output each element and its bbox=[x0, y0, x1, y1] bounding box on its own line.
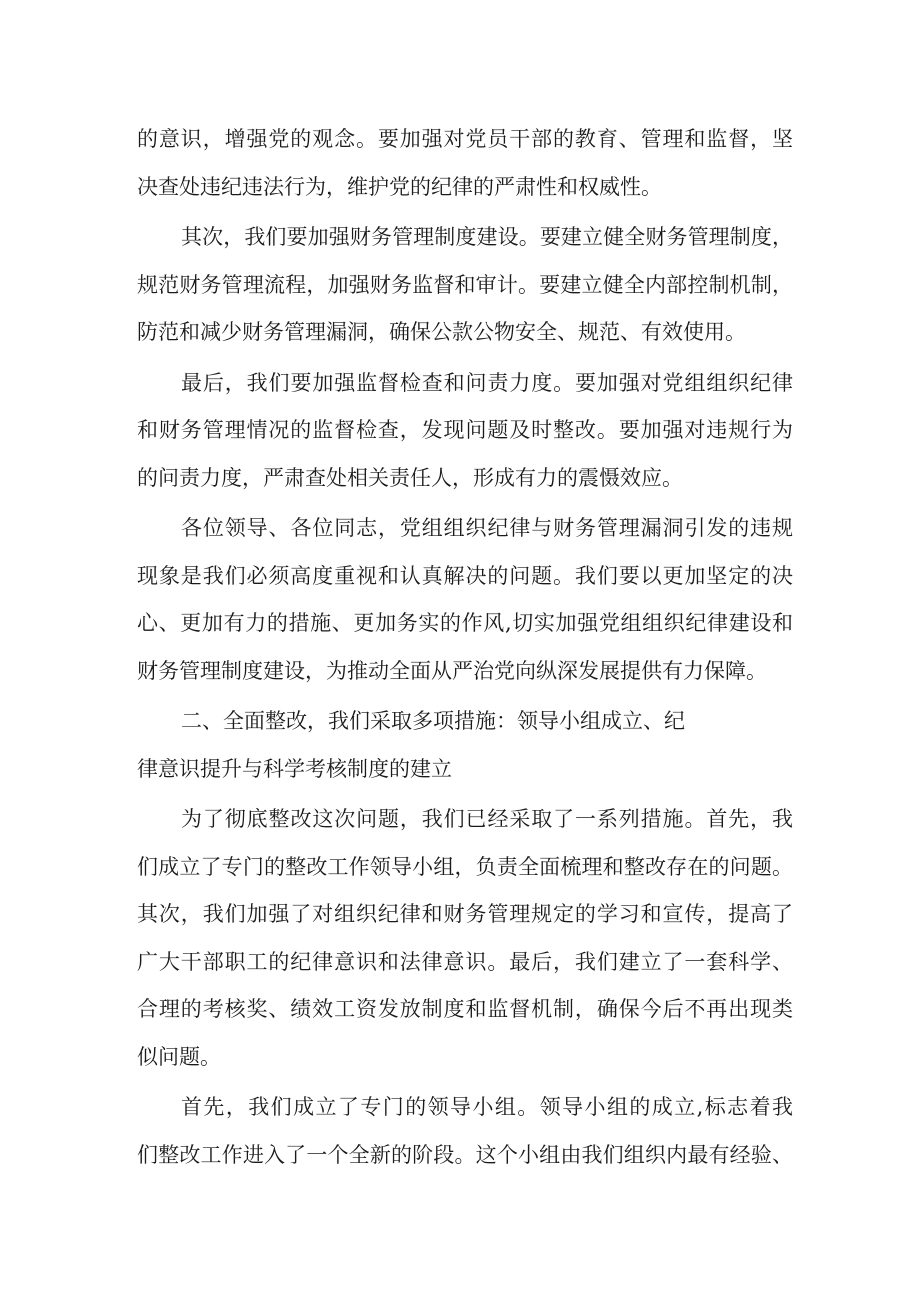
text-line: 防范和减少财务管理漏洞，确保公款公物安全、规范、有效使用。 bbox=[137, 320, 746, 344]
text-line: 广大干部职工的纪律意识和法律意识。最后，我们建立了一套科学、 bbox=[137, 949, 793, 974]
text-line: 为了彻底整改这次问题，我们已经采取了一系列措施。首先，我 bbox=[181, 807, 793, 831]
paragraph bbox=[137, 360, 793, 503]
text-line: 财务管理制度建设，为推动全面从严治党向纵深发展提供有力保障。 bbox=[137, 658, 767, 683]
text-line: 其次，我们要加强财务管理制度建设。要建立健全财务管理制度， bbox=[181, 225, 793, 249]
text-line: 二、全面整改，我们采取多项措施：领导小组成立、纪 bbox=[181, 709, 685, 733]
paragraph bbox=[137, 214, 793, 357]
text-line: 们成立了专门的整改工作领导小组，负责全面梳理和整改存在的问题。 bbox=[137, 854, 793, 879]
paragraph bbox=[137, 1084, 793, 1179]
document-body bbox=[137, 116, 793, 1182]
paragraph bbox=[137, 505, 793, 695]
text-line: 和财务管理情况的监督检查，发现问题及时整改。要加强对违规行为 bbox=[137, 418, 793, 442]
text-line: 们整改工作进入了一个全新的阶段。这个小组由我们组织内最有经验、 bbox=[137, 1142, 793, 1167]
paragraph bbox=[137, 116, 793, 211]
text-line: 的意识，增强党的观念。要加强对党员干部的教育、管理和监督，坚 bbox=[137, 127, 793, 151]
text-line: 似问题。 bbox=[137, 1044, 221, 1069]
text-line: 其次，我们加强了对组织纪律和财务管理规定的学习和宣传，提高了 bbox=[137, 902, 793, 926]
text-line: 律意识提升与科学考核制度的建立 bbox=[137, 756, 452, 781]
text-line: 的问责力度，严肃查处相关责任人，形成有力的震慑效应。 bbox=[137, 465, 683, 490]
text-line: 决查处违纪违法行为，维护党的纪律的严肃性和权威性。 bbox=[137, 174, 662, 199]
text-line: 现象是我们必须高度重视和认真解决的问题。我们要以更加坚定的决 bbox=[137, 563, 793, 588]
text-line: 各位领导、各位同志，党组组织纪律与财务管理漏洞引发的违规 bbox=[181, 516, 793, 540]
text-line: 规范财务管理流程，加强财务监督和审计。要建立健全内部控制机制， bbox=[137, 272, 793, 297]
text-line: 合理的考核奖、绩效工资发放制度和监督机制，确保今后不再出现类 bbox=[137, 997, 793, 1021]
section-heading bbox=[137, 698, 793, 793]
text-line: 心、更加有力的措施、更加务实的作风,切实加强党组组织纪律建设和 bbox=[137, 611, 793, 635]
text-line: 最后，我们要加强监督检查和问责力度。要加强对党组组织纪律 bbox=[181, 370, 793, 395]
paragraph bbox=[137, 796, 793, 1081]
text-line: 首先，我们成立了专门的领导小组。领导小组的成立,标志着我 bbox=[181, 1095, 793, 1119]
